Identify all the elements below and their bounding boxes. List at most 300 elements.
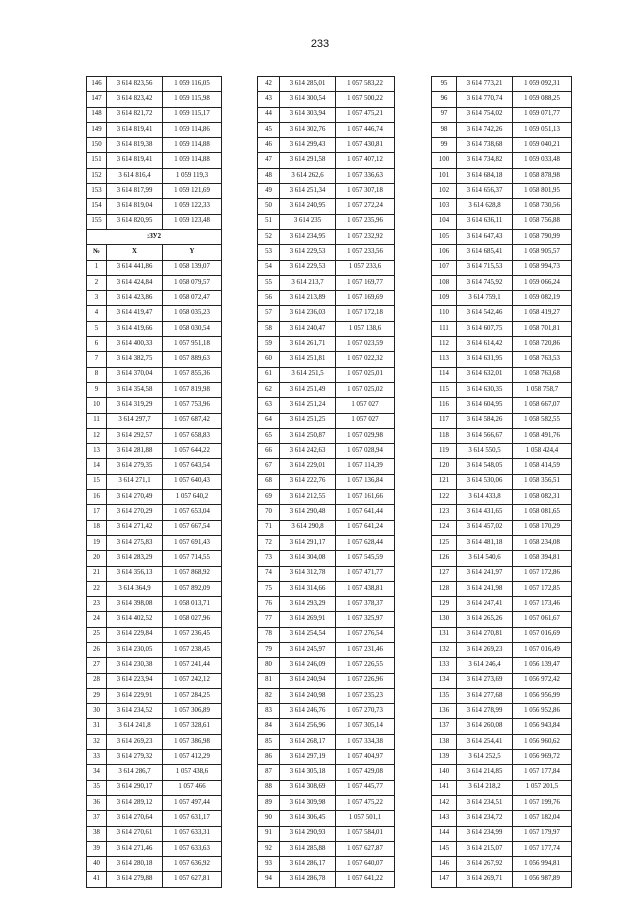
y-coordinate-cell: 1 057 471,77 (336, 566, 395, 581)
table-row (258, 367, 395, 382)
y-coordinate-cell: 1 057 627,81 (163, 872, 222, 887)
table-row (432, 673, 572, 688)
x-coordinate-cell: 3 614 223,94 (107, 673, 163, 688)
table-row (432, 474, 572, 489)
point-number-cell: 98 (432, 122, 457, 137)
table-row (432, 505, 572, 520)
y-coordinate-cell: 1 057 583,22 (336, 77, 395, 92)
y-coordinate-cell: 1 059 115,17 (163, 107, 222, 122)
y-coordinate-cell: 1 057 022,32 (336, 352, 395, 367)
y-coordinate-cell: 1 057 855,36 (163, 367, 222, 382)
table-row (432, 734, 572, 749)
table-row (432, 168, 572, 183)
y-coordinate-cell: 1 056 952,86 (513, 704, 572, 719)
y-coordinate-cell: 1 057 028,94 (336, 444, 395, 459)
table-row (87, 704, 222, 719)
x-coordinate-cell: 3 614 260,08 (457, 719, 513, 734)
y-coordinate-header: Y (163, 245, 222, 260)
x-coordinate-cell: 3 614 286,17 (280, 857, 336, 872)
x-coordinate-cell: 3 614 424,84 (107, 275, 163, 290)
point-number-cell: 21 (87, 566, 107, 581)
table-row (87, 214, 222, 229)
x-coordinate-cell: 3 614 823,56 (107, 77, 163, 92)
table-row (258, 857, 395, 872)
table-row (432, 780, 572, 795)
y-coordinate-cell: 1 057 951,18 (163, 337, 222, 352)
point-number-cell: 141 (432, 780, 457, 795)
point-number-cell: 131 (432, 627, 457, 642)
y-coordinate-cell: 1 056 994,81 (513, 857, 572, 872)
point-number-cell: 66 (258, 444, 280, 459)
table-row (432, 153, 572, 168)
y-coordinate-cell: 1 058 801,95 (513, 184, 572, 199)
x-coordinate-header: X (107, 245, 163, 260)
x-coordinate-cell: 3 614 632,01 (457, 367, 513, 382)
x-coordinate-cell: 3 614 584,26 (457, 413, 513, 428)
x-coordinate-cell: 3 614 530,06 (457, 474, 513, 489)
x-coordinate-cell: 3 614 213,89 (280, 291, 336, 306)
x-coordinate-cell: 3 614 215,07 (457, 841, 513, 856)
table-row (432, 413, 572, 428)
y-coordinate-cell: 1 058 667,07 (513, 398, 572, 413)
table-row (432, 535, 572, 550)
point-number-cell: 22 (87, 581, 107, 596)
point-number-cell: 137 (432, 719, 457, 734)
table-row (432, 367, 572, 382)
y-coordinate-cell: 1 058 170,29 (513, 520, 572, 535)
x-coordinate-cell: 3 614 300,54 (280, 92, 336, 107)
table-row (258, 352, 395, 367)
point-number-cell: 118 (432, 428, 457, 443)
y-coordinate-cell: 1 057 236,45 (163, 627, 222, 642)
section-title-row (87, 229, 222, 244)
x-coordinate-cell: 3 614 291,17 (280, 535, 336, 550)
y-coordinate-cell: 1 057 545,59 (336, 551, 395, 566)
y-coordinate-cell: 1 057 023,59 (336, 337, 395, 352)
y-coordinate-cell: 1 059 119,3 (163, 168, 222, 183)
x-coordinate-cell: 3 614 604,95 (457, 398, 513, 413)
point-number-cell: 6 (87, 337, 107, 352)
y-coordinate-cell: 1 057 238,45 (163, 642, 222, 657)
y-coordinate-cell: 1 057 025,01 (336, 367, 395, 382)
point-number-cell: 72 (258, 535, 280, 550)
point-number-cell: 136 (432, 704, 457, 719)
table-row (87, 826, 222, 841)
x-coordinate-cell: 3 614 290,48 (280, 505, 336, 520)
x-coordinate-cell: 3 614 279,35 (107, 459, 163, 474)
table-row (258, 750, 395, 765)
point-number-cell: 153 (87, 184, 107, 199)
y-coordinate-cell: 1 056 139,47 (513, 658, 572, 673)
point-number-cell: 133 (432, 658, 457, 673)
table-row (87, 612, 222, 627)
point-number-cell: 12 (87, 428, 107, 443)
point-number-cell: 120 (432, 459, 457, 474)
point-number-cell: 50 (258, 199, 280, 214)
y-coordinate-cell: 1 057 138,6 (336, 321, 395, 336)
point-number-cell: 128 (432, 581, 457, 596)
point-number-cell: 30 (87, 704, 107, 719)
point-number-cell: 53 (258, 245, 280, 260)
point-number-cell: 115 (432, 382, 457, 397)
y-coordinate-cell: 1 056 969,72 (513, 750, 572, 765)
point-number-cell: 119 (432, 444, 457, 459)
x-coordinate-cell: 3 614 382,75 (107, 352, 163, 367)
x-coordinate-cell: 3 614 262,6 (280, 168, 336, 183)
x-coordinate-cell: 3 614 566,67 (457, 428, 513, 443)
point-number-cell: 96 (432, 92, 457, 107)
point-number-cell: 142 (432, 795, 457, 810)
table-row (432, 138, 572, 153)
table-row (432, 642, 572, 657)
y-coordinate-cell: 1 057 640,07 (336, 857, 395, 872)
y-coordinate-cell: 1 058 030,54 (163, 321, 222, 336)
x-coordinate-cell: 3 614 261,71 (280, 337, 336, 352)
point-number-cell: 103 (432, 199, 457, 214)
y-coordinate-cell: 1 057 270,73 (336, 704, 395, 719)
x-coordinate-cell: 3 614 269,23 (107, 734, 163, 749)
x-coordinate-cell: 3 614 251,49 (280, 382, 336, 397)
y-coordinate-cell: 1 057 687,42 (163, 413, 222, 428)
table-row (432, 428, 572, 443)
table-row (87, 77, 222, 92)
y-coordinate-cell: 1 059 051,13 (513, 122, 572, 137)
y-coordinate-cell: 1 057 429,08 (336, 765, 395, 780)
point-number-cell: 138 (432, 734, 457, 749)
x-coordinate-cell: 3 614 816,4 (107, 168, 163, 183)
x-coordinate-cell: 3 614 614,42 (457, 337, 513, 352)
table-row (87, 184, 222, 199)
table-row (258, 612, 395, 627)
table-row (432, 811, 572, 826)
y-coordinate-cell: 1 057 016,69 (513, 627, 572, 642)
y-coordinate-cell: 1 058 491,76 (513, 428, 572, 443)
y-coordinate-cell: 1 057 404,97 (336, 750, 395, 765)
point-number-cell: 145 (432, 841, 457, 856)
point-number-cell: 93 (258, 857, 280, 872)
x-coordinate-cell: 3 614 268,17 (280, 734, 336, 749)
point-number-cell: 75 (258, 581, 280, 596)
coordinates-table-middle (257, 76, 395, 888)
table-row (258, 795, 395, 810)
y-coordinate-cell: 1 057 627,87 (336, 841, 395, 856)
table-row (432, 444, 572, 459)
point-number-cell: 151 (87, 153, 107, 168)
x-coordinate-cell: 3 614 308,69 (280, 780, 336, 795)
x-coordinate-cell: 3 614 819,38 (107, 138, 163, 153)
y-coordinate-cell: 1 058 079,57 (163, 275, 222, 290)
y-coordinate-cell: 1 058 720,86 (513, 337, 572, 352)
x-coordinate-cell: 3 614 819,41 (107, 153, 163, 168)
table-row (432, 459, 572, 474)
x-coordinate-cell: 3 614 419,47 (107, 306, 163, 321)
x-coordinate-cell: 3 614 240,94 (280, 673, 336, 688)
point-number-cell: 59 (258, 337, 280, 352)
y-coordinate-cell: 1 058 394,81 (513, 551, 572, 566)
x-coordinate-cell: 3 614 820,95 (107, 214, 163, 229)
x-coordinate-cell: 3 614 234,72 (457, 811, 513, 826)
table-row (258, 153, 395, 168)
point-number-cell: 139 (432, 750, 457, 765)
table-row (432, 245, 572, 260)
y-coordinate-cell: 1 057 027 (336, 398, 395, 413)
x-coordinate-cell: 3 614 280,18 (107, 857, 163, 872)
y-coordinate-cell: 1 057 466 (163, 780, 222, 795)
y-coordinate-cell: 1 057 868,92 (163, 566, 222, 581)
x-coordinate-cell: 3 614 656,37 (457, 184, 513, 199)
point-number-cell: 39 (87, 841, 107, 856)
table-row (432, 826, 572, 841)
x-coordinate-cell: 3 614 235 (280, 214, 336, 229)
table-row (87, 398, 222, 413)
point-number-cell: 48 (258, 168, 280, 183)
table-row (87, 857, 222, 872)
point-number-cell: 155 (87, 214, 107, 229)
y-coordinate-cell: 1 057 641,22 (336, 872, 395, 887)
y-coordinate-cell: 1 058 013,71 (163, 597, 222, 612)
point-number-cell: 49 (258, 184, 280, 199)
x-coordinate-cell: 3 614 304,08 (280, 551, 336, 566)
x-coordinate-cell: 3 614 441,86 (107, 260, 163, 275)
y-coordinate-cell: 1 057 177,74 (513, 841, 572, 856)
point-number-cell: 106 (432, 245, 457, 260)
point-number-cell: 71 (258, 520, 280, 535)
point-number-cell: 83 (258, 704, 280, 719)
table-row (432, 551, 572, 566)
y-coordinate-cell: 1 057 305,14 (336, 719, 395, 734)
x-coordinate-cell: 3 614 278,99 (457, 704, 513, 719)
table-row (258, 826, 395, 841)
y-coordinate-cell: 1 057 161,66 (336, 490, 395, 505)
x-coordinate-cell: 3 614 754,02 (457, 107, 513, 122)
y-coordinate-cell: 1 057 644,22 (163, 444, 222, 459)
point-number-cell: 152 (87, 168, 107, 183)
y-coordinate-cell: 1 058 234,08 (513, 535, 572, 550)
table-row (258, 658, 395, 673)
table-row (258, 474, 395, 489)
table-row (87, 92, 222, 107)
x-coordinate-cell: 3 614 241,98 (457, 581, 513, 596)
y-coordinate-cell: 1 057 235,96 (336, 214, 395, 229)
table-row (258, 337, 395, 352)
x-coordinate-cell: 3 614 481,18 (457, 535, 513, 550)
table-row (258, 199, 395, 214)
table-row (432, 765, 572, 780)
y-coordinate-cell: 1 057 819,98 (163, 382, 222, 397)
y-coordinate-cell: 1 059 082,19 (513, 291, 572, 306)
point-number-cell: 64 (258, 413, 280, 428)
x-coordinate-cell: 3 614 269,91 (280, 612, 336, 627)
y-coordinate-cell: 1 056 956,99 (513, 688, 572, 703)
table-row (432, 77, 572, 92)
point-number-cell: 44 (258, 107, 280, 122)
point-number-cell: 19 (87, 535, 107, 550)
point-number-cell: 16 (87, 490, 107, 505)
x-coordinate-cell: 3 614 647,43 (457, 229, 513, 244)
y-coordinate-cell: 1 058 027,96 (163, 612, 222, 627)
x-coordinate-cell: 3 614 213,7 (280, 275, 336, 290)
y-coordinate-cell: 1 057 276,54 (336, 627, 395, 642)
x-coordinate-cell: 3 614 251,81 (280, 352, 336, 367)
table-row (432, 275, 572, 290)
y-coordinate-cell: 1 058 730,56 (513, 199, 572, 214)
table-row (258, 229, 395, 244)
y-coordinate-cell: 1 059 071,77 (513, 107, 572, 122)
table-row (87, 291, 222, 306)
x-coordinate-cell: 3 614 400,33 (107, 337, 163, 352)
x-coordinate-cell: 3 614 270,61 (107, 826, 163, 841)
x-coordinate-cell: 3 614 817,99 (107, 184, 163, 199)
table-row (87, 811, 222, 826)
point-number-cell: 123 (432, 505, 457, 520)
x-coordinate-cell: 3 614 290,8 (280, 520, 336, 535)
table-row (87, 459, 222, 474)
x-coordinate-cell: 3 614 290,93 (280, 826, 336, 841)
point-number-cell: 114 (432, 367, 457, 382)
table-row (432, 184, 572, 199)
y-coordinate-cell: 1 057 407,12 (336, 153, 395, 168)
point-number-cell: 154 (87, 199, 107, 214)
table-row (258, 642, 395, 657)
table-row (87, 566, 222, 581)
table-row (258, 872, 395, 887)
table-row (258, 107, 395, 122)
point-number-cell: 130 (432, 612, 457, 627)
point-number-cell: 35 (87, 780, 107, 795)
table-row (87, 627, 222, 642)
table-row (432, 337, 572, 352)
x-coordinate-cell: 3 614 229,53 (280, 245, 336, 260)
y-coordinate-cell: 1 057 445,77 (336, 780, 395, 795)
y-coordinate-cell: 1 057 199,76 (513, 795, 572, 810)
y-coordinate-cell: 1 056 943,84 (513, 719, 572, 734)
table-row (432, 490, 572, 505)
y-coordinate-cell: 1 058 035,23 (163, 306, 222, 321)
table-row (432, 214, 572, 229)
y-coordinate-cell: 1 058 582,55 (513, 413, 572, 428)
table-row (258, 780, 395, 795)
y-coordinate-cell: 1 058 419,27 (513, 306, 572, 321)
y-coordinate-cell: 1 057 169,77 (336, 275, 395, 290)
coordinates-table-left (86, 76, 222, 888)
x-coordinate-cell: 3 614 254,54 (280, 627, 336, 642)
table-row (432, 597, 572, 612)
y-coordinate-cell: 1 057 306,89 (163, 704, 222, 719)
x-coordinate-cell: 3 614 269,71 (457, 872, 513, 887)
table-row (87, 505, 222, 520)
point-number-cell: 52 (258, 229, 280, 244)
table-row (258, 260, 395, 275)
point-number-cell: 33 (87, 750, 107, 765)
point-number-cell: 38 (87, 826, 107, 841)
y-coordinate-cell: 1 057 636,92 (163, 857, 222, 872)
point-number-cell: 148 (87, 107, 107, 122)
table-row (258, 535, 395, 550)
point-number-cell: 122 (432, 490, 457, 505)
x-coordinate-cell: 3 614 240,47 (280, 321, 336, 336)
point-number-cell: 146 (87, 77, 107, 92)
point-number-cell: 84 (258, 719, 280, 734)
table-row (432, 122, 572, 137)
x-coordinate-cell: 3 614 684,18 (457, 168, 513, 183)
x-coordinate-cell: 3 614 290,17 (107, 780, 163, 795)
table-row (87, 551, 222, 566)
table-row (258, 382, 395, 397)
x-coordinate-cell: 3 614 270,49 (107, 490, 163, 505)
y-coordinate-cell: 1 057 226,96 (336, 673, 395, 688)
table-row (432, 627, 572, 642)
point-number-cell: 129 (432, 597, 457, 612)
x-coordinate-cell: 3 614 230,38 (107, 658, 163, 673)
x-coordinate-cell: 3 614 628,8 (457, 199, 513, 214)
x-coordinate-cell: 3 614 291,58 (280, 153, 336, 168)
y-coordinate-cell: 1 057 173,46 (513, 597, 572, 612)
y-coordinate-cell: 1 057 497,44 (163, 795, 222, 810)
x-coordinate-cell: 3 614 265,26 (457, 612, 513, 627)
y-coordinate-cell: 1 059 121,69 (163, 184, 222, 199)
point-number-cell: 110 (432, 306, 457, 321)
point-number-cell: 57 (258, 306, 280, 321)
table-row (87, 490, 222, 505)
point-number-cell: 13 (87, 444, 107, 459)
x-coordinate-cell: 3 614 356,13 (107, 566, 163, 581)
point-number-cell: 90 (258, 811, 280, 826)
point-number-cell: 140 (432, 765, 457, 780)
table-row (258, 704, 395, 719)
x-coordinate-cell: 3 614 275,83 (107, 535, 163, 550)
y-coordinate-cell: 1 057 640,2 (163, 490, 222, 505)
y-coordinate-cell: 1 058 758,7 (513, 382, 572, 397)
x-coordinate-cell: 3 614 229,91 (107, 688, 163, 703)
x-coordinate-cell: 3 614 285,88 (280, 841, 336, 856)
x-coordinate-cell: 3 614 230,05 (107, 642, 163, 657)
y-coordinate-cell: 1 059 122,33 (163, 199, 222, 214)
x-coordinate-cell: 3 614 419,66 (107, 321, 163, 336)
table-row (258, 734, 395, 749)
x-coordinate-cell: 3 614 234,95 (280, 229, 336, 244)
point-number-cell: 99 (432, 138, 457, 153)
table-row (87, 199, 222, 214)
x-coordinate-cell: 3 614 286,7 (107, 765, 163, 780)
point-number-cell: 56 (258, 291, 280, 306)
table-row (258, 428, 395, 443)
table-row (258, 398, 395, 413)
y-coordinate-cell: 1 057 061,67 (513, 612, 572, 627)
point-number-cell: 79 (258, 642, 280, 657)
table-row (432, 107, 572, 122)
point-number-cell: 104 (432, 214, 457, 229)
y-coordinate-cell: 1 057 892,09 (163, 581, 222, 596)
y-coordinate-cell: 1 057 029,98 (336, 428, 395, 443)
point-number-cell: 94 (258, 872, 280, 887)
table-row (87, 352, 222, 367)
y-coordinate-cell: 1 057 889,63 (163, 352, 222, 367)
x-coordinate-cell: 3 614 229,01 (280, 459, 336, 474)
table-row (258, 275, 395, 290)
point-number-cell: 41 (87, 872, 107, 887)
point-number-cell: 126 (432, 551, 457, 566)
table-row (432, 352, 572, 367)
y-coordinate-cell: 1 057 500,22 (336, 92, 395, 107)
x-coordinate-cell: 3 614 256,96 (280, 719, 336, 734)
table-row (87, 260, 222, 275)
x-coordinate-cell: 3 614 742,26 (457, 122, 513, 137)
point-number-cell: 82 (258, 688, 280, 703)
y-coordinate-cell: 1 059 114,86 (163, 122, 222, 137)
table-row (87, 428, 222, 443)
y-coordinate-cell: 1 057 272,24 (336, 199, 395, 214)
y-coordinate-cell: 1 057 334,38 (336, 734, 395, 749)
